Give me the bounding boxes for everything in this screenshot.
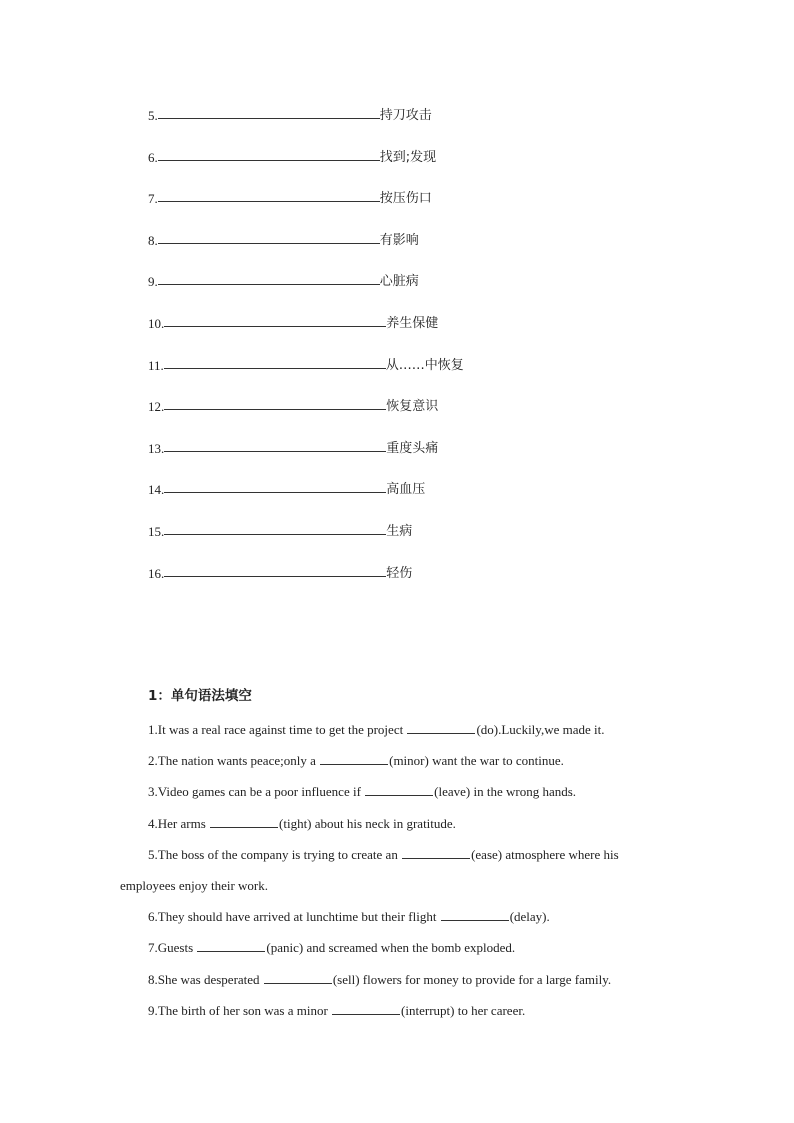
answer-blank[interactable] [441, 908, 509, 921]
answer-blank[interactable] [320, 752, 388, 765]
vocab-number: 11. [148, 357, 164, 373]
vocab-row [148, 397, 464, 439]
vocab-row [148, 314, 464, 356]
answer-blank[interactable] [164, 397, 386, 410]
vocabulary-list [148, 106, 464, 605]
vocab-meaning: 持刀攻击 [379, 108, 432, 123]
answer-blank[interactable] [164, 439, 386, 452]
grammar-text: 2.The nation wants peace;only a [148, 753, 320, 769]
grammar-hint: (ease) atmosphere where his [471, 846, 619, 862]
vocab-number: 8. [148, 232, 158, 248]
answer-blank[interactable] [365, 783, 433, 796]
answer-blank[interactable] [158, 272, 380, 285]
vocab-number: 13. [148, 440, 165, 456]
vocab-number: 5. [148, 108, 158, 123]
grammar-hint: (tight) about his neck in gratitude. [279, 815, 456, 831]
vocab-meaning: 恢复意识 [386, 399, 439, 415]
grammar-hint: (do).Luckily,we made it. [476, 722, 605, 737]
answer-blank[interactable] [197, 939, 265, 952]
vocab-meaning: 轻伤 [386, 565, 413, 581]
grammar-hint: (leave) in the wrong hands. [434, 784, 577, 800]
grammar-item [120, 714, 660, 745]
grammar-item [120, 995, 660, 1026]
answer-blank[interactable] [332, 1002, 400, 1015]
grammar-hint: (minor) want the war to continue. [389, 753, 564, 769]
grammar-item [120, 964, 660, 995]
answer-blank[interactable] [158, 231, 380, 244]
vocab-row [148, 564, 464, 606]
vocab-row [148, 231, 464, 273]
answer-blank[interactable] [164, 522, 386, 535]
vocab-number: 16. [148, 565, 165, 581]
answer-blank[interactable] [158, 106, 380, 119]
vocab-row [148, 189, 464, 231]
vocab-meaning: 生病 [386, 523, 413, 539]
vocab-number: 14. [148, 482, 165, 498]
grammar-text: 3.Video games can be a poor influence if [148, 784, 365, 800]
answer-blank[interactable] [407, 721, 475, 734]
vocab-meaning: 高血压 [386, 482, 426, 498]
grammar-hint: (sell) flowers for money to provide for a large family. [332, 971, 612, 987]
grammar-item [120, 932, 660, 963]
vocab-meaning: 有影响 [379, 232, 419, 248]
vocab-meaning: 找到;发现 [379, 149, 437, 165]
answer-blank[interactable] [164, 314, 386, 327]
vocab-meaning: 按压伤口 [379, 191, 432, 207]
vocab-number: 9. [148, 274, 158, 290]
vocab-number: 12. [148, 399, 165, 415]
answer-blank[interactable] [264, 971, 332, 984]
vocab-number: 15. [148, 523, 165, 539]
vocab-number: 7. [148, 191, 158, 207]
grammar-item [120, 901, 660, 932]
vocab-number: 10. [148, 315, 165, 331]
grammar-item [120, 808, 660, 839]
grammar-item [120, 839, 660, 870]
grammar-hint: (interrupt) to her career. [401, 1002, 526, 1018]
answer-blank[interactable] [210, 815, 278, 828]
grammar-exercise-list [120, 714, 660, 1026]
vocab-meaning: 心脏病 [379, 274, 419, 290]
grammar-hint: (delay). [509, 909, 550, 925]
vocab-meaning: 从……中恢复 [385, 357, 464, 373]
vocab-row [148, 148, 464, 190]
vocab-number: 6. [148, 149, 158, 165]
answer-blank[interactable] [164, 356, 386, 369]
grammar-item [120, 776, 660, 807]
grammar-continuation: employees enjoy their work. [120, 878, 269, 894]
grammar-hint: (panic) and screamed when the bomb exploded. [266, 940, 516, 956]
vocab-row [148, 439, 464, 481]
answer-blank[interactable] [164, 480, 386, 493]
vocab-row [148, 106, 464, 148]
vocab-row [148, 356, 464, 398]
grammar-text: 7.Guests [148, 940, 197, 956]
vocab-row [148, 480, 464, 522]
vocab-row [148, 522, 464, 564]
grammar-text: 6.They should have arrived at lunchtime but their flight [148, 909, 440, 925]
grammar-text: 4.Her arms [148, 815, 210, 831]
answer-blank[interactable] [402, 846, 470, 859]
vocab-meaning: 养生保健 [386, 315, 439, 331]
grammar-text: 9.The birth of her son was a minor [148, 1002, 332, 1018]
vocab-meaning: 重度头痛 [386, 440, 439, 456]
grammar-text: 8.She was desperated [148, 971, 263, 987]
answer-blank[interactable] [158, 189, 380, 202]
answer-blank[interactable] [164, 564, 386, 577]
grammar-item [120, 745, 660, 776]
grammar-text: 5.The boss of the company is trying to create an [148, 846, 402, 862]
vocab-row [148, 272, 464, 314]
section-title: 1：单句语法填空 [148, 688, 252, 704]
grammar-text: 1.It was a real race against time to get the project [148, 722, 407, 737]
answer-blank[interactable] [158, 148, 380, 161]
